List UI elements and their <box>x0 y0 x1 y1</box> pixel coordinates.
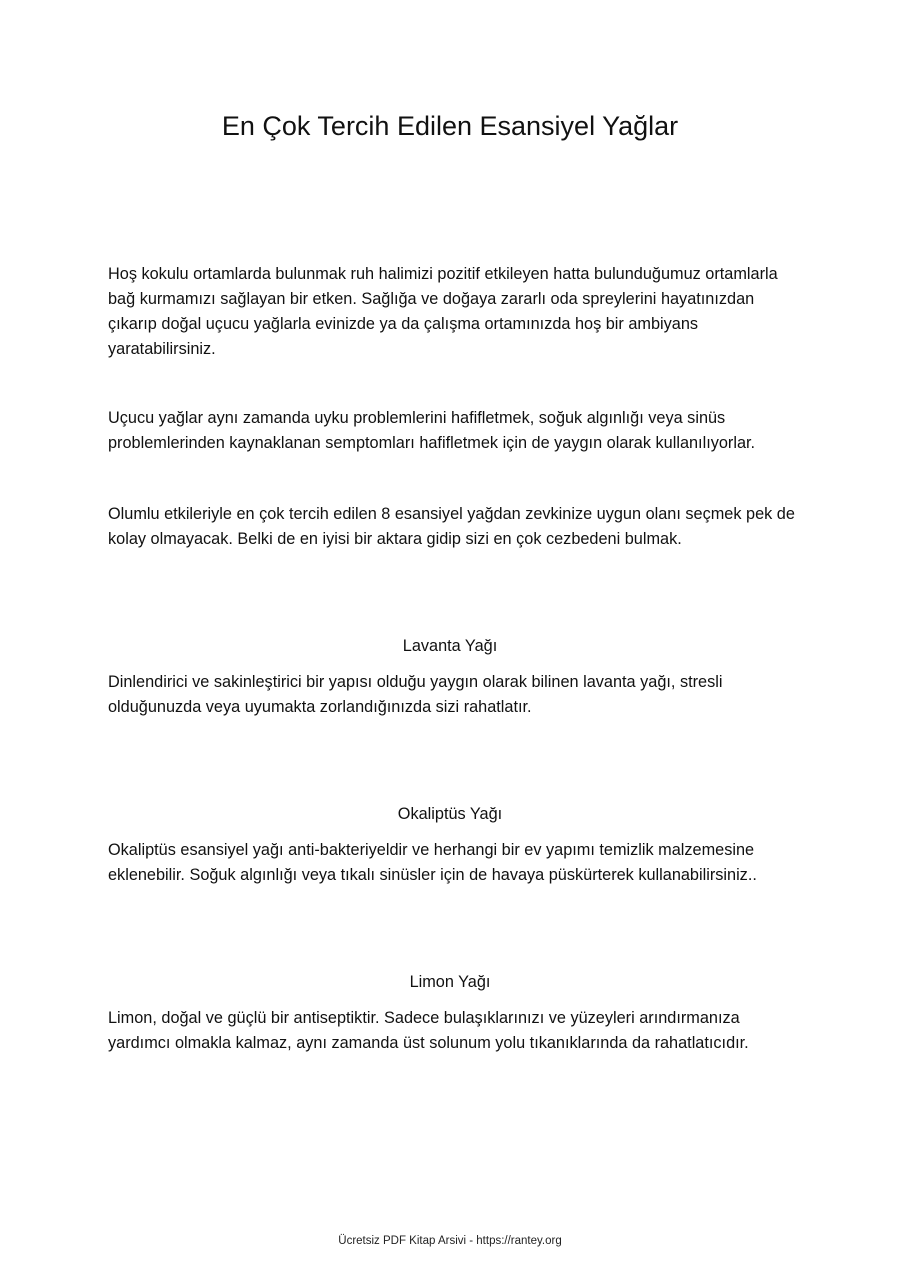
intro-paragraph-3: Olumlu etkileriyle en çok tercih edilen 8 esansiyel yağdan zevkinize uygun olanı seçmek pek de kolay olmayacak. Belki de en iyisi bir aktara gidip sizi en çok cezbedeni bulmak. <box>108 505 795 548</box>
section-heading-okaliptus: Okaliptüs Yağı <box>397 805 503 823</box>
section-body-okaliptus: Okaliptüs esansiyel yağı anti-bakteriyeldir ve herhangi bir ev yapımı temizlik malzemesine eklenebilir. Soğuk algınlığı veya tıkalı sinüsler için de havaya püskürterek kullanabilirsiniz.. <box>108 841 757 884</box>
section-body-lavanta: Dinlendirici ve sakinleştirici bir yapısı olduğu yaygın olarak bilinen lavanta yağı, stresli olduğunuzda veya uyumakta zorlandığınızda sizi rahatlatır. <box>108 673 723 716</box>
page-footer: Ücretsiz PDF Kitap Arsivi - https://rantey.org <box>338 1235 562 1247</box>
page-title: En Çok Tercih Edilen Esansiyel Yağlar <box>221 111 679 141</box>
intro-paragraph-2: Uçucu yağlar aynı zamanda uyku problemlerini hafifletmek, soğuk algınlığı veya sinüs problemlerinden kaynaklanan semptomları hafifletmek için de yaygın olarak kullanılıyorlar. <box>108 409 756 452</box>
section-body-limon: Limon, doğal ve güçlü bir antiseptiktir. Sadece bulaşıklarınızı ve yüzeyleri arındırmanıza yardımcı olmakla kalmaz, aynı zamanda üst solunum yolu tıkanıklarında da rahatlatıcıdır. <box>108 1009 749 1052</box>
section-heading-limon: Limon Yağı <box>409 973 491 991</box>
intro-paragraph-1: Hoş kokulu ortamlarda bulunmak ruh halimizi pozitif etkileyen hatta bulunduğumuz ortamlarla bağ kurmamızı sağlayan bir etken. Sağlığa ve doğaya zararlı oda spreylerini hayatınızdan çıkarıp doğal uçucu yağlarla evinizde ya da çalışma ortamınızda hoş bir ambiyans yaratabilirsiniz. <box>108 265 778 358</box>
section-heading-lavanta: Lavanta Yağı <box>402 637 498 655</box>
